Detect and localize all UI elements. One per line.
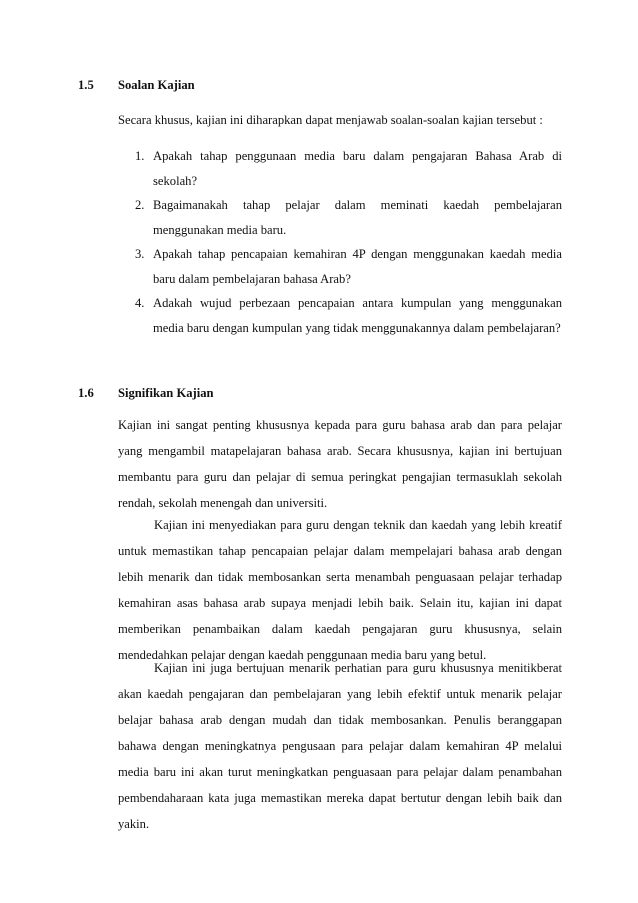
research-questions-list [118,144,562,340]
section-title: Soalan Kajian [118,78,195,92]
section-number: 1.6 [78,386,94,400]
list-item [118,144,562,193]
list-item-text: Apakah tahap penggunaan media baru dalam pengajaran Bahasa Arab di sekolah? [153,149,562,188]
section-number: 1.5 [78,78,94,92]
list-item-number: 2. [135,198,145,212]
list-item-number: 3. [135,247,145,261]
section-intro: Secara khusus, kajian ini diharapkan dapat menjawab soalan-soalan kajian tersebut : [118,113,543,127]
list-item [118,193,562,242]
section-title: Signifikan Kajian [118,386,214,400]
body-paragraph: Kajian ini sangat penting khususnya kepada para guru bahasa arab dan para pelajar yang mengambil matapelajaran bahasa arab. Secara khususnya, kajian ini bertujuan membantu para guru dan pelajar di semua peringkat pengajian termasuklah sekolah rendah, sekolah menengah dan universiti. [118,418,562,510]
list-item-number: 4. [135,296,145,310]
body-paragraph: Kajian ini menyediakan para guru dengan teknik dan kaedah yang lebih kreatif untuk memastikan tahap pencapaian pelajar dalam mempelajari bahasa arab dengan lebih menarik dan tidak membosankan serta menambah penguasaan pelajar terhadap kemahiran asas bahasa arab supaya menjadi lebih baik. Selain itu, kajian ini dapat memberikan penambaikan dalam kaedah pengajaran guru khususnya, selain mendedahkan pelajar dengan kaedah penggunaan media baru yang betul. [118,518,562,662]
list-item-number: 1. [135,149,145,163]
body-paragraph: Kajian ini juga bertujuan menarik perhatian para guru khususnya menitikberat akan kaedah pengajaran dan pembelajaran yang lebih efektif untuk menarik pelajar belajar bahasa arab dengan mudah dan tidak membosankan. Penulis beranggapan bahawa dengan meningkatnya pengusaan para pelajar dalam kemahiran 4P melalui media baru ini akan turut meningkatkan penguasaan para pelajar dalam penambahan pembendaharaan kata juga memastikan mereka dapat bertutur dengan lebih baik dan yakin. [118,661,562,831]
list-item [118,242,562,291]
list-item-text: Bagaimanakah tahap pelajar dalam meminati kaedah pembelajaran menggunakan media baru. [153,198,562,237]
list-item-text: Adakah wujud perbezaan pencapaian antara kumpulan yang menggunakan media baru dengan kumpulan yang tidak menggunakannya dalam pembelajaran? [153,296,562,335]
list-item-text: Apakah tahap pencapaian kemahiran 4P dengan menggunakan kaedah media baru dalam pembelajaran bahasa Arab? [153,247,562,286]
list-item [118,291,562,340]
